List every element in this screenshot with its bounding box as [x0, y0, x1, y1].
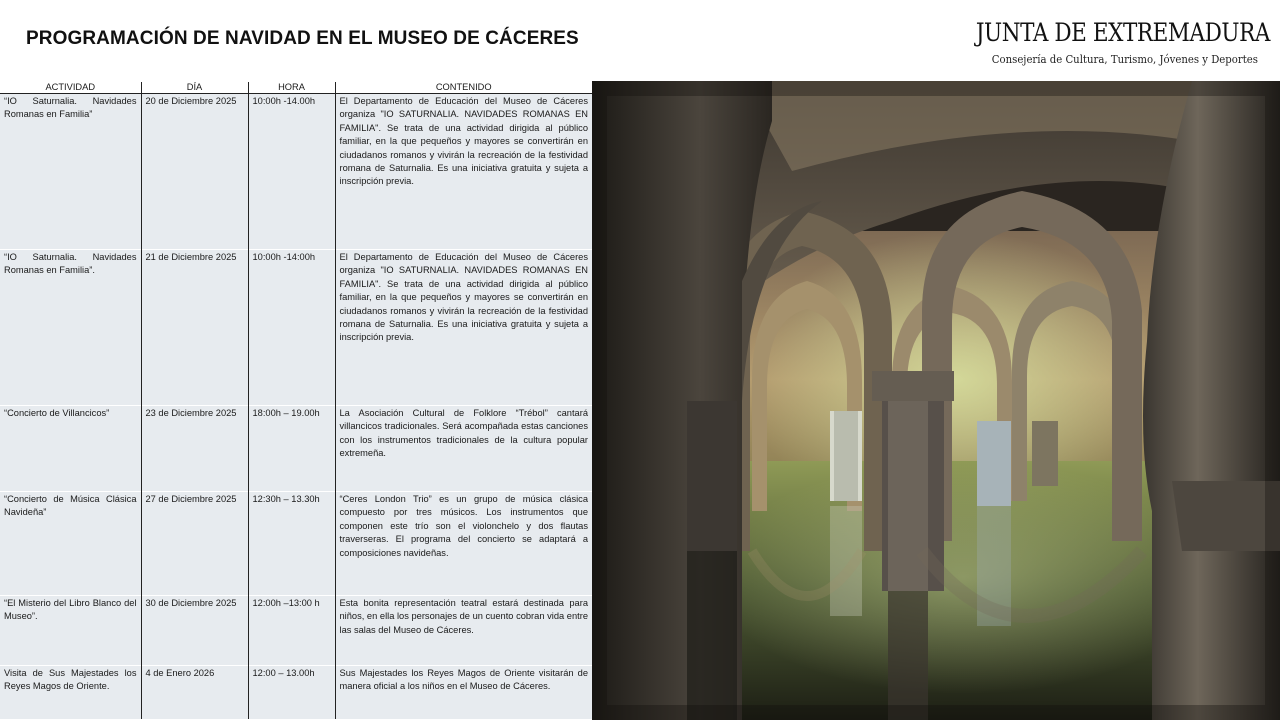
activity-cell: “IO Saturnalia. Navidades Romanas en Familia”.: [0, 250, 141, 406]
column-header-hora: HORA: [248, 82, 335, 94]
date-cell: 23 de Diciembre 2025: [141, 406, 248, 492]
content-cell: Sus Majestades los Reyes Magos de Oriente visitarán de manera oficial a los niños en el Museo de Cáceres.: [335, 666, 592, 719]
activity-cell: “IO Saturnalia. Navidades Romanas en Familia”: [0, 94, 141, 250]
page-title: PROGRAMACIÓN DE NAVIDAD EN EL MUSEO DE CÁCERES: [26, 28, 579, 49]
table-row: [0, 666, 592, 719]
content-cell: El Departamento de Educación del Museo de Cáceres organiza "IO SATURNALIA. NAVIDADES ROMANAS EN FAMILIA". Se trata de una actividad dirigida al público familiar, en la que pequeños y mayores se convertirán en ciudadanos romanos y vivirán la recreación de la festividad romana de Saturnalia. Es una iniciativa gratuita y sujeta a inscripción previa.: [335, 94, 592, 250]
date-cell: 21 de Diciembre 2025: [141, 250, 248, 406]
table-row: [0, 406, 592, 492]
activity-cell: “El Misterio del Libro Blanco del Museo”.: [0, 596, 141, 666]
time-cell: 10:00h -14:00h: [248, 250, 335, 406]
date-cell: 4 de Enero 2026: [141, 666, 248, 719]
cistern-arches-photo: [592, 81, 1280, 720]
content-cell: “Ceres London Trio” es un grupo de música clásica compuesto por tres músicos. Los instrumentos que componen este trío son el violonchelo y dos flautas traverseras. El programa del concierto se adaptará a composiciones navideñas.: [335, 492, 592, 596]
table-header-row: [0, 82, 592, 94]
schedule-table: [0, 82, 592, 719]
content-cell: El Departamento de Educación del Museo de Cáceres organiza "IO SATURNALIA. NAVIDADES ROMANAS EN FAMILIA". Se trata de una actividad dirigida al público familiar, en la que pequeños y mayores se convertirán en ciudadanos romanos y vivirán la recreación de la festividad romana de Saturnalia. Es una iniciativa gratuita y sujeta a inscripción previa.: [335, 250, 592, 406]
column-header-dia: DÍA: [141, 82, 248, 94]
time-cell: 10:00h -14.00h: [248, 94, 335, 250]
time-cell: 12:30h – 13.30h: [248, 492, 335, 596]
brand-subtitle: Consejería de Cultura, Turismo, Jóvenes y Deportes: [991, 52, 1258, 66]
table-row: [0, 94, 592, 250]
date-cell: 30 de Diciembre 2025: [141, 596, 248, 666]
activity-cell: Visita de Sus Majestades los Reyes Magos de Oriente.: [0, 666, 141, 719]
time-cell: 18:00h – 19.00h: [248, 406, 335, 492]
activity-cell: “Concierto de Villancicos”: [0, 406, 141, 492]
brand-logo: [928, 18, 1270, 66]
column-header-actividad: ACTIVIDAD: [0, 82, 141, 94]
column-header-contenido: CONTENIDO: [335, 82, 592, 94]
date-cell: 27 de Diciembre 2025: [141, 492, 248, 596]
table-row: [0, 250, 592, 406]
content-cell: Esta bonita representación teatral estará destinada para niños, en ella los personajes de un cuento cobran vida entre las salas del Museo de Cáceres.: [335, 596, 592, 666]
activity-cell: “Concierto de Música Clásica Navideña”: [0, 492, 141, 596]
table-row: [0, 596, 592, 666]
content-cell: La Asociación Cultural de Folklore “Trébol” cantará villancicos tradicionales. Será acompañada estas canciones con los instrumentos tradicionales de la cultura popular extremeña.: [335, 406, 592, 492]
schedule-table-container: [0, 82, 592, 720]
table-row: [0, 492, 592, 596]
date-cell: 20 de Diciembre 2025: [141, 94, 248, 250]
time-cell: 12:00 – 13.00h: [248, 666, 335, 719]
brand-name: JUNTA DE EXTREMADURA: [975, 18, 1270, 47]
time-cell: 12:00h –13:00 h: [248, 596, 335, 666]
